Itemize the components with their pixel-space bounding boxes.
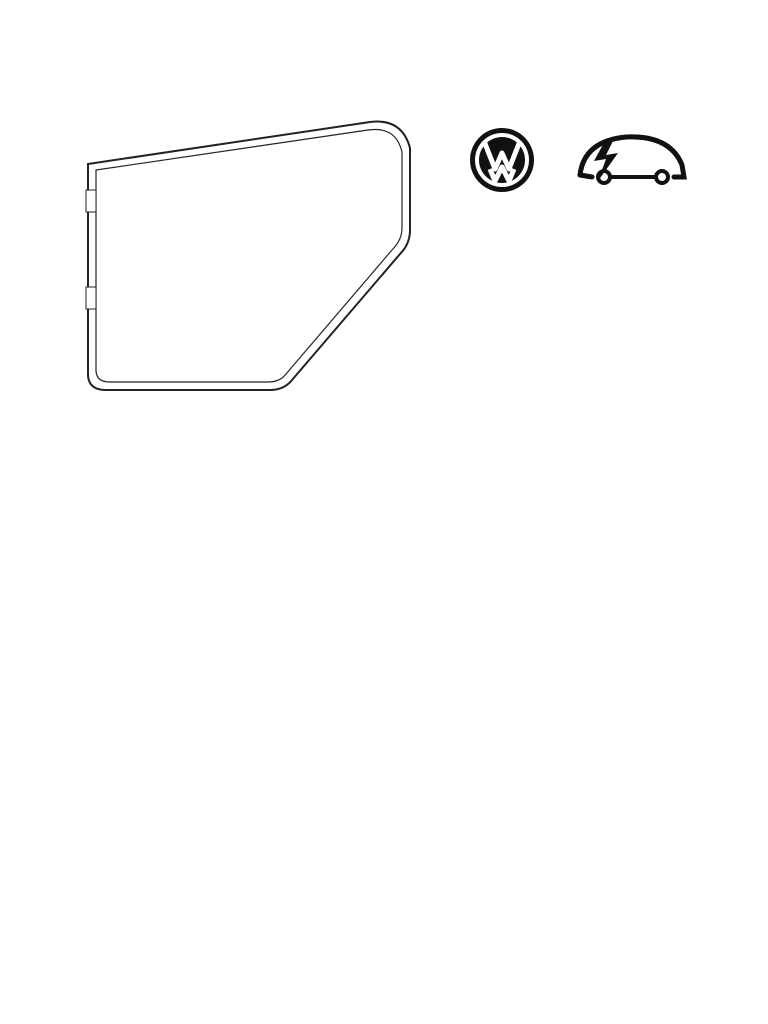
fuse-box-diagram: [80, 112, 420, 397]
electric-car-icon: [574, 131, 692, 191]
volkswagen-logo-icon: [462, 125, 542, 195]
